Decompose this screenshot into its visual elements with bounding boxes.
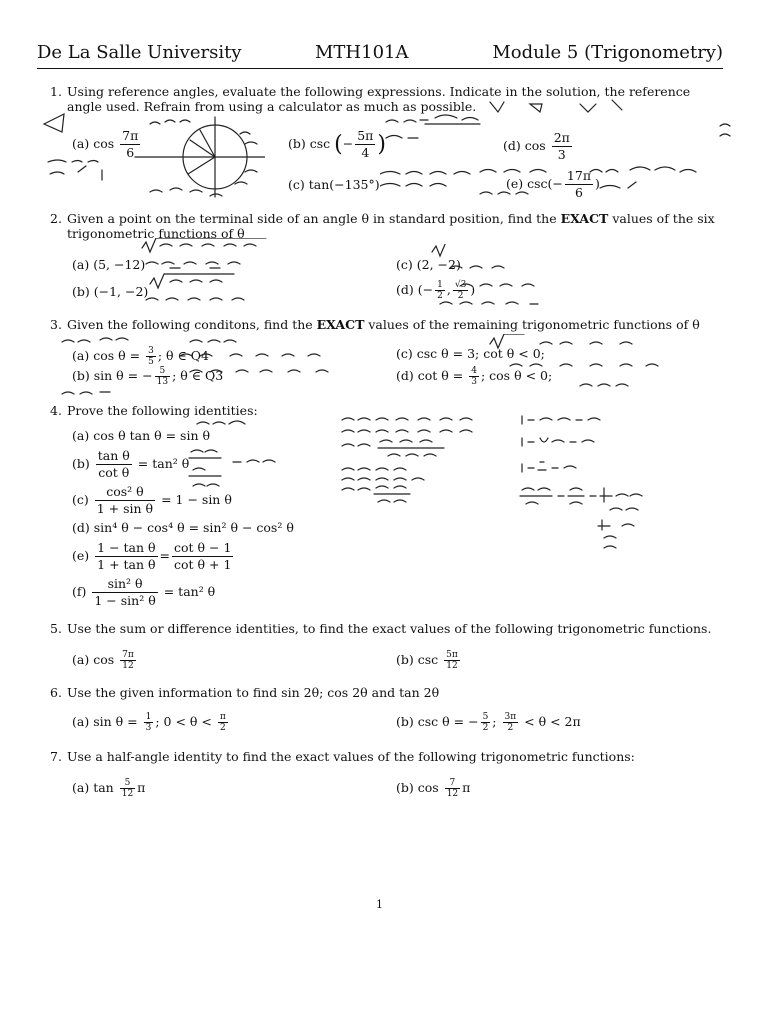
q6b-num1: 5 bbox=[482, 712, 489, 722]
q4a-label: (a) bbox=[72, 428, 90, 443]
q3d-num: 4 bbox=[471, 366, 477, 376]
q7a-label: (a) bbox=[72, 780, 90, 795]
q7a-num: 5 bbox=[120, 778, 135, 789]
q4b-den: cot θ bbox=[98, 465, 130, 480]
handwritten-unit-circle bbox=[40, 112, 265, 202]
q1a-num: 7π bbox=[122, 128, 139, 143]
q3-text-pre: Given the following conditons, find the bbox=[67, 317, 317, 332]
handwritten-q3-work-left bbox=[60, 332, 370, 402]
q2d-n2: √3 bbox=[454, 280, 467, 290]
q1b-num: 5π bbox=[357, 128, 374, 143]
q7b-fn: cos bbox=[417, 780, 439, 795]
q2a-item bbox=[72, 257, 145, 272]
university-name: De La Salle University bbox=[37, 42, 242, 63]
q4d-label: (d) bbox=[72, 520, 90, 535]
q3d-label: (d) bbox=[396, 368, 414, 383]
q2b-item bbox=[72, 284, 148, 299]
module-title: Module 5 (Trigonometry) bbox=[492, 42, 723, 63]
q3d-post: ; cos θ < 0; bbox=[480, 368, 553, 383]
q6a-item bbox=[72, 712, 230, 733]
handwritten-q4-work-left bbox=[185, 410, 295, 490]
q6b-frac2 bbox=[503, 712, 519, 733]
q4f-label: (f) bbox=[72, 584, 87, 599]
q4c-label: (c) bbox=[72, 492, 89, 507]
handwritten-q2-work-right bbox=[430, 244, 560, 314]
q4b-frac bbox=[96, 448, 132, 481]
q2a-point: (5, −12) bbox=[93, 257, 146, 272]
q1b-sign: − bbox=[342, 136, 354, 151]
q6a-mid: ; 0 < θ < bbox=[155, 714, 212, 729]
q1b-frac bbox=[355, 128, 375, 161]
q4c-den: 1 + sin θ bbox=[96, 501, 154, 516]
q6a-den2: 2 bbox=[219, 723, 226, 733]
q1c-expr: tan(−135°) bbox=[308, 177, 380, 192]
q5-text: Use the sum or difference identities, to find the exact values of the following trigonometric functions. bbox=[67, 621, 712, 636]
q2-number: 2. bbox=[50, 211, 62, 226]
q2-text-bold: EXACT bbox=[560, 211, 609, 226]
q4e-num1: 1 − tan θ bbox=[97, 540, 156, 555]
q3b-label: (b) bbox=[72, 368, 90, 383]
q1e-num: 17π bbox=[566, 168, 592, 183]
q1e-den: 6 bbox=[575, 185, 583, 200]
q3-text bbox=[67, 317, 700, 332]
q2-text bbox=[67, 211, 723, 241]
q4e-frac2 bbox=[172, 540, 233, 573]
q3a-post: ; θ ∈ Q4 bbox=[157, 348, 209, 363]
q2a-label: (a) bbox=[72, 257, 90, 272]
q7a-frac bbox=[120, 778, 135, 799]
q2d-close: ) bbox=[470, 282, 476, 297]
q4f-item bbox=[72, 576, 215, 609]
q6b-label: (b) bbox=[396, 714, 414, 729]
q4e-num2: cot θ − 1 bbox=[174, 540, 232, 555]
q6b-post: < θ < 2π bbox=[524, 714, 581, 729]
handwritten-q3-work-right bbox=[470, 334, 670, 404]
q2d-d1: 2 bbox=[437, 291, 443, 301]
q4f-post: = tan² θ bbox=[163, 584, 216, 599]
q4e-den1: 1 + tan θ bbox=[97, 557, 156, 572]
q3b-num: 5 bbox=[155, 366, 170, 377]
handwritten-identities-list bbox=[340, 414, 520, 504]
q6a-den1: 3 bbox=[145, 723, 152, 733]
q5-number: 5. bbox=[50, 621, 62, 636]
q4c-frac bbox=[95, 484, 155, 517]
q5a-den: 12 bbox=[122, 661, 134, 671]
q2b-label: (b) bbox=[72, 284, 90, 299]
q4e-den2: cot θ + 1 bbox=[174, 557, 232, 572]
course-code: MTH101A bbox=[315, 42, 409, 63]
page-header bbox=[37, 40, 723, 69]
q3b-den: 13 bbox=[156, 377, 169, 387]
q7a-post: π bbox=[137, 780, 146, 795]
q6b-mid: ; bbox=[492, 714, 497, 729]
q4b-post: = tan² θ bbox=[137, 456, 190, 471]
q4c-num: cos² θ bbox=[95, 484, 155, 501]
q7b-item bbox=[396, 778, 470, 799]
q7-number: 7. bbox=[50, 749, 62, 764]
q1d-fn: cos bbox=[524, 138, 546, 153]
q1-text: Using reference angles, evaluate the following expressions. Indicate in the solution, the reference angle used. Refrain from using a calculator as much as possible. bbox=[67, 84, 691, 114]
q7a-fn: tan bbox=[93, 780, 114, 795]
q7a-den: 12 bbox=[121, 789, 134, 799]
q6b-den2: 2 bbox=[507, 723, 514, 733]
q5b-fn: csc bbox=[417, 652, 439, 667]
q5b-item bbox=[396, 650, 462, 671]
q4d-item bbox=[72, 520, 294, 535]
q4c-post: = 1 − sin θ bbox=[161, 492, 232, 507]
q2d-n1: 1 bbox=[437, 280, 443, 290]
q1a-fn: cos bbox=[93, 136, 115, 151]
q1e-label: (e) bbox=[506, 176, 524, 191]
q5a-frac bbox=[120, 650, 136, 671]
q1d-label: (d) bbox=[503, 138, 521, 153]
q7b-frac bbox=[445, 778, 460, 799]
q7-text: Use a half-angle identity to find the exact values of the following trigonometric functions: bbox=[67, 749, 635, 764]
page-number: 1 bbox=[376, 898, 383, 911]
q6a-num2: π bbox=[219, 712, 226, 722]
q3d-pre: cot θ = bbox=[417, 368, 464, 383]
q3c-label: (c) bbox=[396, 346, 413, 361]
q6a-frac2 bbox=[218, 712, 228, 733]
q3a-label: (a) bbox=[72, 348, 90, 363]
q5a-label: (a) bbox=[72, 652, 90, 667]
q3b-pre: sin θ = − bbox=[93, 368, 153, 383]
q1a-den: 6 bbox=[126, 145, 135, 160]
q3-text-post: values of the remaining trigonometric functions of θ bbox=[364, 317, 700, 332]
q1d-num: 2π bbox=[553, 130, 570, 145]
handwritten-q4-work-right bbox=[518, 408, 658, 558]
q4f-frac bbox=[92, 576, 157, 609]
q4e-eq: = bbox=[159, 548, 171, 563]
q3c-expr: csc θ = 3; cot θ < 0; bbox=[416, 346, 545, 361]
q4-text: Prove the following identities: bbox=[67, 403, 258, 418]
q1b-den: 4 bbox=[361, 145, 370, 160]
q6a-frac1 bbox=[144, 712, 154, 733]
q6b-frac1 bbox=[481, 712, 491, 733]
handwritten-q2-work-left bbox=[140, 238, 370, 308]
q3a-pre: cos θ = bbox=[93, 348, 141, 363]
q1e-fn: csc(− bbox=[527, 176, 563, 191]
q6b-pre: csc θ = − bbox=[417, 714, 479, 729]
q6-text: Use the given information to find sin 2θ; cos 2θ and tan 2θ bbox=[67, 685, 440, 700]
q2c-point: (2, −2) bbox=[416, 257, 461, 272]
q1b-fn: csc bbox=[309, 136, 331, 151]
q7b-post: π bbox=[462, 780, 471, 795]
q5b-label: (b) bbox=[396, 652, 414, 667]
q1a-label: (a) bbox=[72, 136, 90, 151]
q5a-num: 7π bbox=[122, 650, 134, 660]
q4e-item bbox=[72, 540, 235, 573]
q2-text-post: values of the six trigonometric functions of θ bbox=[67, 211, 715, 241]
q4f-num: sin² θ bbox=[92, 576, 157, 593]
q3a-den: 5 bbox=[148, 357, 154, 367]
q4b-num: tan θ bbox=[97, 448, 130, 463]
q3-text-bold: EXACT bbox=[316, 317, 365, 332]
q2c-label: (c) bbox=[396, 257, 413, 272]
q4b-item bbox=[72, 448, 189, 481]
q1c-label: (c) bbox=[288, 177, 305, 192]
q5a-item bbox=[72, 650, 138, 671]
q2b-point: (−1, −2) bbox=[93, 284, 149, 299]
q1d-den: 3 bbox=[557, 147, 566, 162]
q4b-label: (b) bbox=[72, 456, 90, 471]
q5b-frac bbox=[444, 650, 460, 671]
q7a-item bbox=[72, 778, 145, 799]
q3b-post: ; θ ∈ Q3 bbox=[172, 368, 224, 383]
q7b-num: 7 bbox=[445, 778, 460, 789]
q2d-d2: 2 bbox=[457, 291, 464, 301]
q6a-label: (a) bbox=[72, 714, 90, 729]
q1c-item bbox=[288, 177, 380, 192]
q6b-num2: 3π bbox=[504, 712, 517, 722]
q1b-paren-open: ( bbox=[334, 132, 343, 157]
q2-text-pre: Given a point on the terminal side of an angle θ in standard position, find the bbox=[67, 211, 561, 226]
q4e-frac1 bbox=[95, 540, 157, 573]
q7b-label: (b) bbox=[396, 780, 414, 795]
q3-number: 3. bbox=[50, 317, 62, 332]
q4d-expr: sin⁴ θ − cos⁴ θ = sin² θ − cos² θ bbox=[93, 520, 294, 535]
q1-number: 1. bbox=[50, 84, 62, 99]
q4-number: 4. bbox=[50, 403, 62, 418]
q3d-den: 3 bbox=[471, 377, 477, 387]
q5a-fn: cos bbox=[93, 652, 115, 667]
q6-number: 6. bbox=[50, 685, 62, 700]
q4a-expr: cos θ tan θ = sin θ bbox=[93, 428, 211, 443]
q1e-close: ) bbox=[595, 176, 600, 191]
q1b-item bbox=[288, 128, 386, 161]
q3a-num: 3 bbox=[148, 346, 154, 356]
q6a-pre: sin θ = bbox=[93, 714, 138, 729]
q4e-label: (e) bbox=[72, 548, 90, 563]
q6b-den1: 2 bbox=[482, 723, 489, 733]
q4f-den: 1 − sin² θ bbox=[94, 593, 156, 608]
handwritten-q1-work bbox=[380, 96, 760, 206]
q5b-num: 5π bbox=[446, 650, 458, 660]
q1b-label: (b) bbox=[288, 136, 306, 151]
q2d-label: (d) bbox=[396, 282, 414, 297]
q6b-item bbox=[396, 712, 581, 733]
q1b-paren-close: ) bbox=[377, 132, 386, 157]
q7b-den: 12 bbox=[446, 789, 459, 799]
q2d-open: (− bbox=[417, 282, 434, 297]
q5b-den: 12 bbox=[446, 661, 458, 671]
q2d-comma: , bbox=[446, 282, 451, 297]
q6a-num1: 1 bbox=[145, 712, 152, 722]
